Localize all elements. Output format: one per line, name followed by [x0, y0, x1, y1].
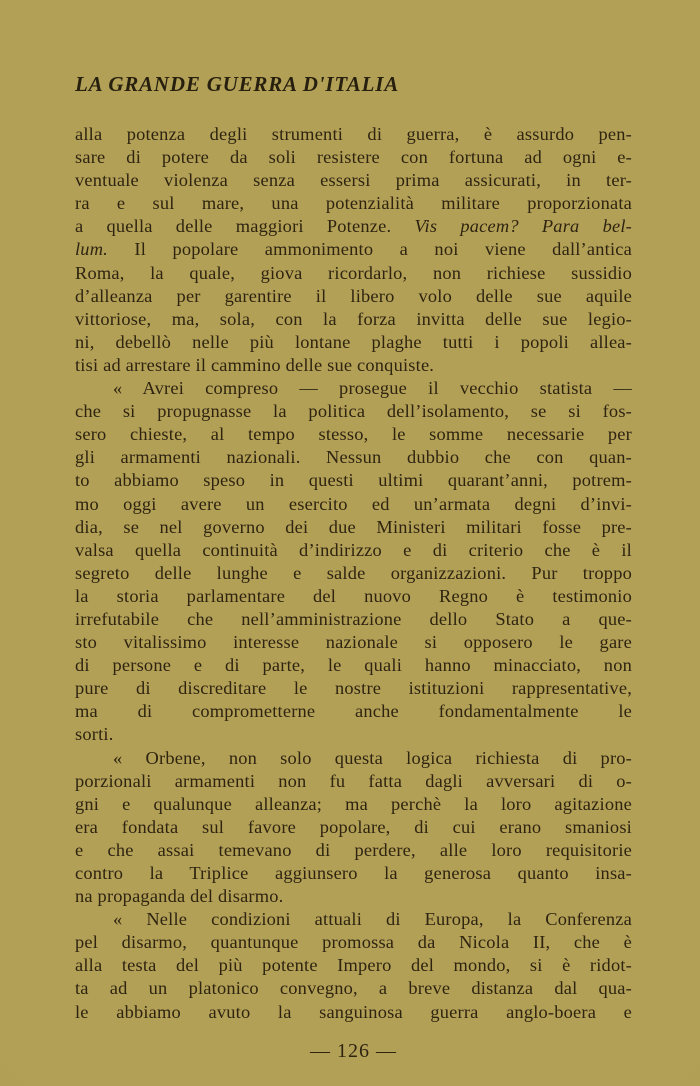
text-line: Roma, la quale, giova ricordarlo, non richiese sussidio [75, 262, 632, 283]
text-line: gni e qualunque alleanza; ma perchè la loro agitazione [75, 793, 632, 814]
text-line: ventuale violenza senza essersi prima assicurati, in ter- [75, 170, 632, 191]
text-line: vittoriose, ma, sola, con la forza invitta delle sue legio- [75, 308, 632, 329]
text-line: sare di potere da soli resistere con fortuna ad ogni e- [75, 147, 632, 168]
text-line: valsa quella continuità d’indirizzo e di criterio che è il [75, 539, 632, 560]
text-line: che si propugnasse la politica dell’isolamento, se si fos- [75, 401, 632, 422]
text-line: contro la Triplice aggiunsero la generosa quanto insa- [75, 863, 632, 883]
text-line: di persone e di parte, le quali hanno minacciato, non [75, 655, 632, 676]
text-line: la storia parlamentare del nuovo Regno è testimonio [75, 585, 632, 606]
text-line: alla potenza degli strumenti di guerra, è assurdo pen- [75, 124, 632, 144]
text-line: pel disarmo, quantunque promossa da Nicola II, che è [75, 932, 632, 953]
text-line: segreto delle lunghe e salde organizzazioni. Pur troppo [75, 562, 632, 583]
text-line: e che assai temevano di perdere, alle loro requisitorie [75, 839, 632, 860]
text-line: porzionali armamenti non fu fatta dagli avversari di o- [75, 770, 632, 791]
text-line: irrefutabile che nell’amministrazione dello Stato a que- [75, 608, 632, 629]
text-line: gli armamenti nazionali. Nessun dubbio che con quan- [75, 447, 632, 468]
paragraph [75, 377, 632, 747]
text-line: ra e sul mare, una potenzialità militare proporzionata [75, 193, 632, 214]
text-line: lum. Il popolare ammonimento a noi viene dall’antica [75, 239, 632, 260]
text-line: « Avrei compreso — prosegue il vecchio statista — [113, 378, 632, 399]
text-line: ni, debellò nelle più lontane plaghe tutti i popoli allea- [75, 331, 632, 352]
text-line: « Orbene, non solo questa logica richiesta di pro- [113, 747, 632, 768]
text-line: sorti. [75, 724, 114, 745]
text-line: pure di discreditare le nostre istituzioni rappresentative, [75, 678, 632, 699]
text-line: era fondata sul favore popolare, di cui erano smaniosi [75, 816, 632, 837]
page-content [75, 72, 632, 1063]
text-line: ma di comprometterne anche fondamentalmente le [75, 701, 632, 722]
text-line: a quella delle maggiori Potenze. Vis pacem? Para bel- [75, 216, 633, 237]
text-line: sero chieste, al tempo stesso, le somme necessarie per [75, 424, 632, 445]
text-line: mo oggi avere un esercito ed un’armata degni d’invi- [75, 493, 632, 514]
text-line: to abbiamo speso in questi ultimi quarant’anni, potrem- [75, 470, 632, 491]
text-line: le abbiamo avuto la sanguinosa guerra anglo-boera e [75, 1001, 632, 1022]
page-title: LA GRANDE GUERRA D'ITALIA [75, 72, 399, 96]
page-number: — 126 — [310, 1039, 397, 1062]
text-line: d’alleanza per garentire il libero volo delle sue aquile [75, 285, 632, 306]
paragraph [75, 123, 632, 377]
text-line: tisi ad arrestare il cammino delle sue conquiste. [75, 354, 435, 375]
paragraph [75, 908, 632, 1023]
text-line: « Nelle condizioni attuali di Europa, la Conferenza [113, 909, 632, 930]
text-line: ta ad un platonico convegno, a breve distanza dal qua- [75, 978, 632, 999]
text-line: sto vitalissimo interesse nazionale si opposero le gare [75, 632, 632, 653]
text-line: na propaganda del disarmo. [75, 886, 284, 907]
body-text [75, 123, 632, 1024]
paragraph [75, 747, 632, 909]
text-line: alla testa del più potente Impero del mondo, si è ridot- [75, 955, 632, 976]
text-line: dia, se nel governo dei due Ministeri militari fosse pre- [75, 516, 632, 537]
